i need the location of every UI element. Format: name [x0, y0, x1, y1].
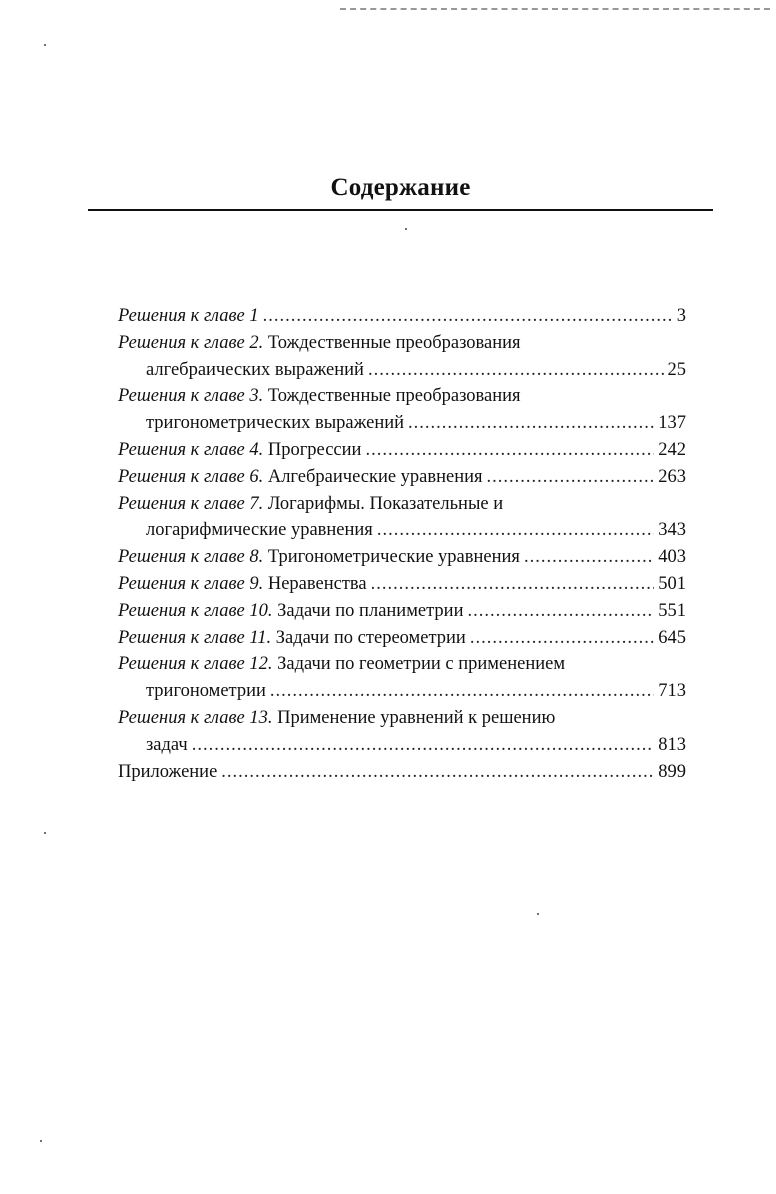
chapter-label-period: . — [258, 332, 264, 353]
chapter-label-period: . — [258, 386, 264, 407]
appendix-title: Приложение — [118, 761, 218, 782]
entry-title: Задачи по геометрии с применением — [272, 654, 566, 675]
chapter-label-period: . — [258, 573, 264, 594]
page-number: 645 — [658, 627, 686, 648]
toc-entry-chapter-13[interactable] — [118, 705, 686, 759]
dot-leader — [263, 303, 673, 330]
scan-speck — [405, 228, 407, 230]
page-number: 137 — [658, 413, 686, 434]
dot-leader — [368, 357, 664, 384]
entry-title: Неравенства — [263, 573, 367, 594]
chapter-label: Решения к главе 12 — [118, 654, 268, 675]
dot-leader — [487, 464, 655, 491]
dot-leader — [192, 732, 655, 759]
chapter-label: Решения к главе 9 — [118, 573, 259, 594]
page-number: 25 — [667, 359, 686, 380]
toc-entry-chapter-9[interactable] — [118, 571, 686, 598]
entry-title: Тождественные преобразования — [263, 332, 521, 353]
chapter-label-period: . — [258, 547, 264, 568]
page-number: 501 — [658, 573, 686, 594]
chapter-label: Решения к главе 4 — [118, 439, 259, 460]
toc-entry-chapter-6[interactable] — [118, 464, 686, 491]
toc-entry-chapter-11[interactable] — [118, 625, 686, 652]
dot-leader — [524, 544, 654, 571]
entry-title: Задачи по планиметрии — [272, 600, 464, 621]
entry-title: Задачи по стереометрии — [271, 627, 466, 648]
chapter-label-period: . — [258, 466, 264, 487]
scan-speck — [40, 1140, 42, 1142]
chapter-label-period: . — [267, 654, 273, 675]
chapter-label: Решения к главе 10 — [118, 600, 268, 621]
entry-title-continuation: тригонометрических выражений — [146, 413, 405, 434]
scan-speck — [537, 913, 539, 915]
page-number: 3 — [676, 306, 686, 326]
dot-leader — [468, 598, 655, 625]
page-number: 263 — [658, 466, 686, 487]
toc-entry-chapter-4[interactable] — [118, 437, 686, 464]
entry-title: Тригонометрические уравнения — [263, 547, 520, 568]
chapter-label: Решения к главе 6 — [118, 466, 259, 487]
entry-title: Применение уравнений к решению — [272, 707, 556, 728]
page-number: 899 — [658, 761, 686, 782]
top-edge-rule — [340, 8, 770, 10]
chapter-label-period: . — [258, 439, 264, 460]
entry-title-continuation: тригонометрии — [146, 681, 266, 702]
chapter-label: Решения к главе 2 — [118, 332, 259, 353]
chapter-label: Решения к главе 13 — [118, 707, 268, 728]
dot-leader — [371, 571, 655, 598]
entry-title: Алгебраические уравнения — [263, 466, 483, 487]
table-of-contents — [118, 303, 686, 785]
entry-title: Тождественные преобразования — [263, 386, 521, 407]
entry-title-continuation: логарифмические уравнения — [146, 520, 373, 541]
toc-entry-chapter-10[interactable] — [118, 598, 686, 625]
page-number: 551 — [658, 600, 686, 621]
page-number: 713 — [658, 681, 686, 702]
entry-title-continuation: задач — [146, 734, 188, 755]
dot-leader — [221, 759, 654, 786]
chapter-label-period: . — [258, 493, 264, 514]
chapter-label-period: . — [267, 600, 273, 621]
dot-leader — [270, 678, 654, 705]
page-number: 242 — [658, 439, 686, 460]
toc-entry-chapter-3[interactable] — [118, 383, 686, 437]
chapter-label-period: . — [266, 627, 272, 648]
entry-title: Логарифмы. Показательные и — [263, 493, 504, 514]
chapter-label: Решения к главе 11 — [118, 627, 267, 648]
chapter-label: Решения к главе 1 — [118, 306, 259, 326]
chapter-label: Решения к главе 7 — [118, 493, 259, 514]
title-underline — [88, 209, 713, 211]
toc-entry-appendix[interactable] — [118, 759, 686, 786]
toc-entry-chapter-8[interactable] — [118, 544, 686, 571]
chapter-label: Решения к главе 8 — [118, 547, 259, 568]
toc-entry-chapter-12[interactable] — [118, 651, 686, 705]
page-number: 813 — [658, 734, 686, 755]
dot-leader — [408, 410, 654, 437]
dot-leader — [470, 625, 654, 652]
dot-leader — [365, 437, 654, 464]
toc-entry-chapter-7[interactable] — [118, 491, 686, 545]
scan-speck — [44, 44, 46, 46]
page-number: 343 — [658, 520, 686, 541]
page-number: 403 — [658, 547, 686, 568]
dot-leader — [377, 517, 654, 544]
scan-speck — [44, 832, 46, 834]
page-title: Содержание — [330, 174, 471, 201]
chapter-label-period: . — [267, 707, 273, 728]
entry-title: Прогрессии — [263, 439, 362, 460]
toc-entry-chapter-1[interactable] — [118, 303, 686, 330]
entry-title-continuation: алгебраических выражений — [146, 359, 364, 380]
toc-entry-chapter-2[interactable] — [118, 330, 686, 384]
chapter-label: Решения к главе 3 — [118, 386, 259, 407]
